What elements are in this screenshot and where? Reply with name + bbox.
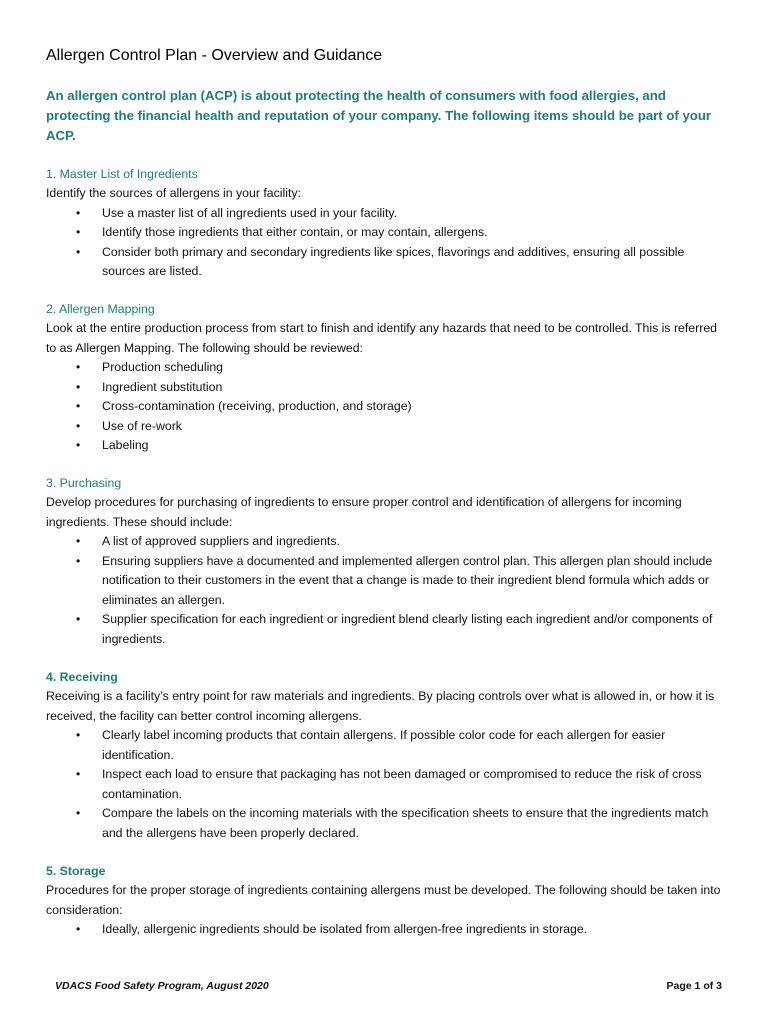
list-item: • Compare the labels on the incoming materials with the specification sheets to ensure that the ingredients match and the allergens have been properly declared. <box>76 806 709 840</box>
bullet-list <box>46 532 726 649</box>
section-heading: 1. Master List of Ingredients <box>46 167 198 181</box>
section-body: Procedures for the proper storage of ingredients containing allergens must be developed. The following should be taken into consideration: <box>46 883 721 917</box>
bullet-list <box>46 204 726 282</box>
section-body: Look at the entire production process from start to finish and identify any hazards that need to be controlled. This is referred to as Allergen Mapping. The following should be reviewed: <box>46 321 718 355</box>
section-storage <box>46 862 726 940</box>
section-body: Develop procedures for purchasing of ingredients to ensure proper control and identification of allergens for incoming ingredients. These should include: <box>46 495 682 529</box>
list-item: • Ideally, allergenic ingredients should be isolated from allergen-free ingredients in storage. <box>76 922 588 936</box>
section-heading: 4. Receiving <box>46 670 118 684</box>
list-item: • Clearly label incoming products that contain allergens. If possible color code for each allergen for easier identification. <box>76 728 666 762</box>
section-body: Receiving is a facility’s entry point for raw materials and ingredients. By placing controls over what is allowed in, or how it is received, the facility can better control incoming allergens. <box>46 689 715 723</box>
section-receiving <box>46 668 726 843</box>
list-item: • A list of approved suppliers and ingredients. <box>76 534 340 548</box>
bullet-list <box>46 358 726 456</box>
section-allergen-mapping <box>46 300 726 456</box>
page-title: Allergen Control Plan - Overview and Guidance <box>46 47 383 64</box>
section-body: Identify the sources of allergens in your facility: <box>46 186 301 200</box>
list-item: • Ingredient substitution <box>76 379 223 394</box>
list-item: • Labeling <box>76 438 149 452</box>
section-heading: 3. Purchasing <box>46 476 122 490</box>
bullet-list <box>46 920 726 940</box>
list-item: • Ensuring suppliers have a documented and implemented allergen control plan. This allergen plan should include notification to their customers in the event that a change is made to their ingredient blend formula which adds or eliminates an allergen. <box>76 553 713 607</box>
list-item: • Identify those ingredients that either contain, or may contain, allergens. <box>76 225 488 239</box>
list-item: • Use a master list of all ingredients used in your facility. <box>76 205 398 220</box>
section-purchasing <box>46 474 726 649</box>
list-item: • Cross-contamination (receiving, production, and storage) <box>76 399 412 413</box>
list-item: • Consider both primary and secondary ingredients like spices, flavorings and additives, ensuring all possible sources are listed. <box>76 244 685 278</box>
footer-page-number: Page 1 of 3 <box>666 980 722 992</box>
list-item: • Use of re-work <box>76 418 182 433</box>
section-heading: 5. Storage <box>46 864 106 878</box>
section-heading: 2. Allergen Mapping <box>46 302 155 316</box>
list-item: • Supplier specification for each ingredient or ingredient blend clearly listing each ingredient and/or components of ingredients. <box>76 612 713 646</box>
bullet-list <box>46 726 726 843</box>
list-item: • Production scheduling <box>76 360 223 374</box>
footer-program-date: VDACS Food Safety Program, August 2020 <box>55 980 269 992</box>
list-item: • Inspect each load to ensure that packaging has not been damaged or compromised to reduce the risk of cross contamination. <box>76 767 702 801</box>
intro-paragraph: An allergen control plan (ACP) is about protecting the health of consumers with food allergies, and protecting the financial health and reputation of your company. The following items should be part of your ACP. <box>46 88 712 143</box>
section-master-list <box>46 165 726 282</box>
